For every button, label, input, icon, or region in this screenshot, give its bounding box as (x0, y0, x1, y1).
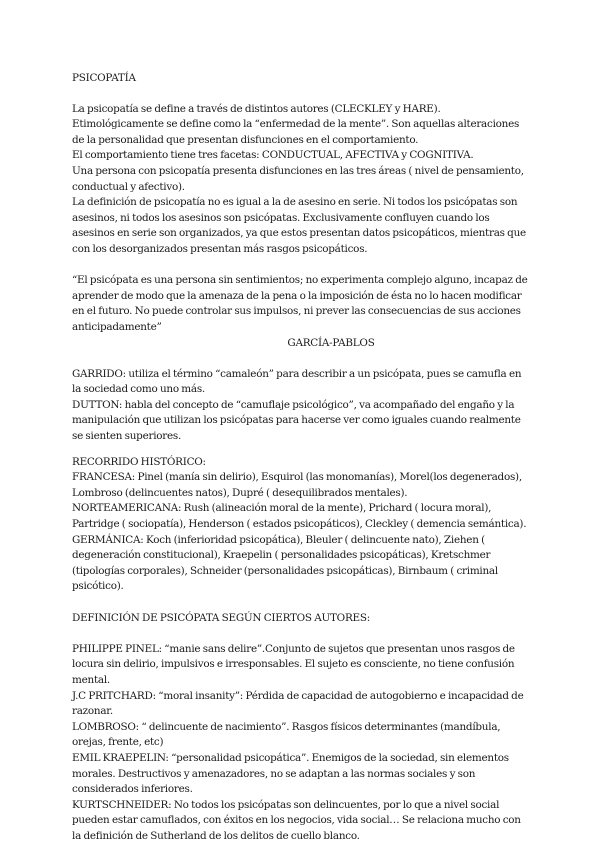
intro-paragraph: Una persona con psicopatía presenta disfunciones en las tres áreas ( nivel de pensamiento, conductual y afectivo). (72, 164, 524, 193)
definitions-heading: DEFINICIÓN DE PSICÓPATA SEGÚN CIERTOS AUTORES: (72, 611, 370, 624)
history-item: NORTEAMERICANA: Rush (alineación moral de la mente), Prichard ( locura moral), Partridge ( sociopatía), Henderson ( estados psicopáticos), Cleckley ( demencia semántica). (72, 502, 527, 531)
author-paragraph: DUTTON: habla del concepto de “camuflaje psicológico”, va acompañado del engaño y la manipulación que utilizan los psicópatas para hacerse ver como iguales cuando realmente se sienten superiores. (72, 398, 521, 443)
definition-item: PHILIPPE PINEL: “manie sans delire”.Conjunto de sujetos que presentan unos rasgos de locura sin delirio, impulsivos e irresponsables. El sujeto es consciente, no tiene confusión mental. (72, 642, 515, 686)
quote-text: “El psicópata es una persona sin sentimientos; no experimenta complejo alguno, incapaz de aprender de modo que la amenaza de la pena o la imposición de ésta no lo hacen modificar en el futuro. No puede controlar sus impulsos, ni prever las consecuencias de sus acciones anticipadamente” (72, 274, 528, 333)
definition-item: J.C PRITCHARD: “moral insanity”: Pérdida de capacidad de autogobierno e incapacidad de razonar. (72, 689, 524, 718)
page-title: PSICOPATÍA (72, 72, 136, 84)
intro-paragraph: El comportamiento tiene tres facetas: CONDUCTUAL, AFECTIVA y COGNITIVA. (72, 149, 474, 162)
intro-paragraph: Etimológicamente se define como la “enfermedad de la mente”. Son aquellas alteraciones de la personalidad que presentan disfunciones en el comportamiento. (72, 118, 520, 146)
history-heading: RECORRIDO HISTÓRICO: (72, 455, 206, 468)
history-item: FRANCESA: Pinel (manía sin delirio), Esquirol (las monomanías), Morel(los degenerados), Lombroso (delincuentes natos), Dupré ( desequilibrados mentales). (72, 471, 522, 499)
definition-item: EMIL KRAEPELIN: “personalidad psicopática”. Enemigos de la sociedad, sin elementos morales. Destructivos y amenazadores, no se adaptan a las normas sociales y son considerados inferiores. (72, 751, 509, 796)
history-item: GERMÁNICA: Koch (inferioridad psicopática), Bleuler ( delincuente nato), Ziehen ( degeneración constitucional), Kraepelin ( personalidades psicopáticas), Kretschmer (tipologías corporales), Schneider (personalidades psicopáticas), Birnbaum ( criminal psicótico). (72, 533, 498, 593)
author-paragraph: GARRIDO: utiliza el término “camaleón” para describir a un psicópata, pues se camufla en la sociedad como uno más. (72, 367, 522, 396)
intro-paragraph: La definición de psicopatía no es igual a la de asesino en serie. Ni todos los psicópatas son asesinos, ni todos los asesinos son psicópatas. Exclusivamente confluyen cuando los asesinos en serie son organizados, ya que estos presentan datos psicopáticos, mientras que con los desorganizados presentan más rasgos psicopáticos. (72, 196, 526, 255)
quote-author: GARCÍA-PABLOS (287, 336, 375, 349)
definition-item: LOMBROSO: “ delincuente de nacimiento”. Rasgos físicos determinantes (mandíbula, orejas, frente, etc) (72, 720, 501, 749)
intro-paragraph: La psicopatía se define a través de distintos autores (CLECKLEY y HARE). (72, 102, 441, 115)
definition-item: KURTSCHNEIDER: No todos los psicópatas son delincuentes, por lo que a nivel social pueden estar camuflados, con éxitos en los negocios, vida social… Se relaciona mucho con la definición de Sutherland de los delitos de cuello blanco. (72, 798, 521, 842)
